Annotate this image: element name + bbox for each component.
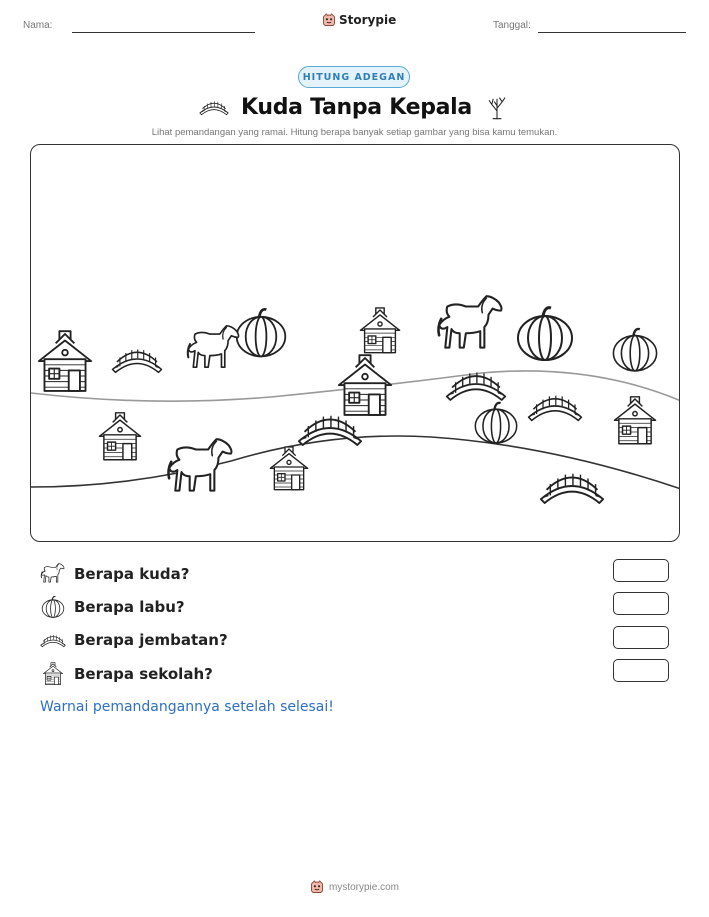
question-label: Berapa sekolah? (74, 665, 213, 683)
name-label: Nama: (23, 20, 53, 31)
footer (0, 880, 709, 894)
name-line[interactable] (72, 32, 255, 33)
activity-tag: HITUNG ADEGAN (298, 66, 410, 88)
bridge-icon (297, 407, 363, 449)
bridge-icon (527, 389, 583, 423)
pumpkin-icon (611, 325, 659, 375)
pumpkin-icon (40, 595, 66, 619)
horse-icon (435, 293, 507, 357)
schoolhouse-icon (359, 305, 401, 357)
answer-box-pumpkins[interactable] (613, 592, 669, 615)
question-label: Berapa labu? (74, 598, 185, 616)
bare-tree-icon (484, 94, 510, 120)
date-line[interactable] (538, 32, 686, 33)
storypie-logo-icon (310, 880, 324, 894)
question-label: Berapa kuda? (74, 565, 190, 583)
page-subtitle: Lihat pemandangan yang ramai. Hitung berapa banyak setiap gambar yang bisa kamu temukan. (151, 127, 558, 138)
brand (322, 13, 396, 27)
bridge-icon (40, 628, 66, 652)
footer-url[interactable]: mystorypie.com (328, 881, 399, 893)
question-pumpkins (40, 595, 185, 619)
brand-name: Storypie (339, 13, 397, 27)
schoolhouse-icon (98, 411, 142, 463)
schoolhouse-icon (40, 662, 66, 686)
bridge-icon (445, 365, 507, 403)
answer-box-horses[interactable] (613, 559, 669, 582)
bridge-icon (199, 97, 229, 117)
schoolhouse-icon (37, 329, 93, 395)
question-horses (40, 562, 189, 586)
horse-icon (40, 562, 66, 586)
question-bridges (40, 628, 228, 652)
date-label: Tanggal: (493, 20, 531, 31)
schoolhouse-icon (269, 445, 309, 493)
title-row (0, 92, 709, 122)
coloring-note: Warnai pemandangannya setelah selesai! (40, 699, 334, 715)
schoolhouse-icon (613, 395, 657, 447)
counting-scene (30, 144, 680, 542)
question-label: Berapa jembatan? (74, 631, 228, 649)
pumpkin-icon (473, 399, 519, 447)
answer-box-bridges[interactable] (613, 626, 669, 649)
page-title: Kuda Tanpa Kepala (241, 94, 472, 120)
storypie-logo-icon (322, 13, 336, 27)
bridge-icon (539, 465, 605, 507)
pumpkin-icon (515, 303, 575, 365)
horse-icon (185, 323, 243, 375)
answer-box-schools[interactable] (613, 659, 669, 682)
horse-icon (165, 435, 237, 501)
question-schools (40, 662, 213, 686)
bridge-icon (111, 343, 163, 375)
